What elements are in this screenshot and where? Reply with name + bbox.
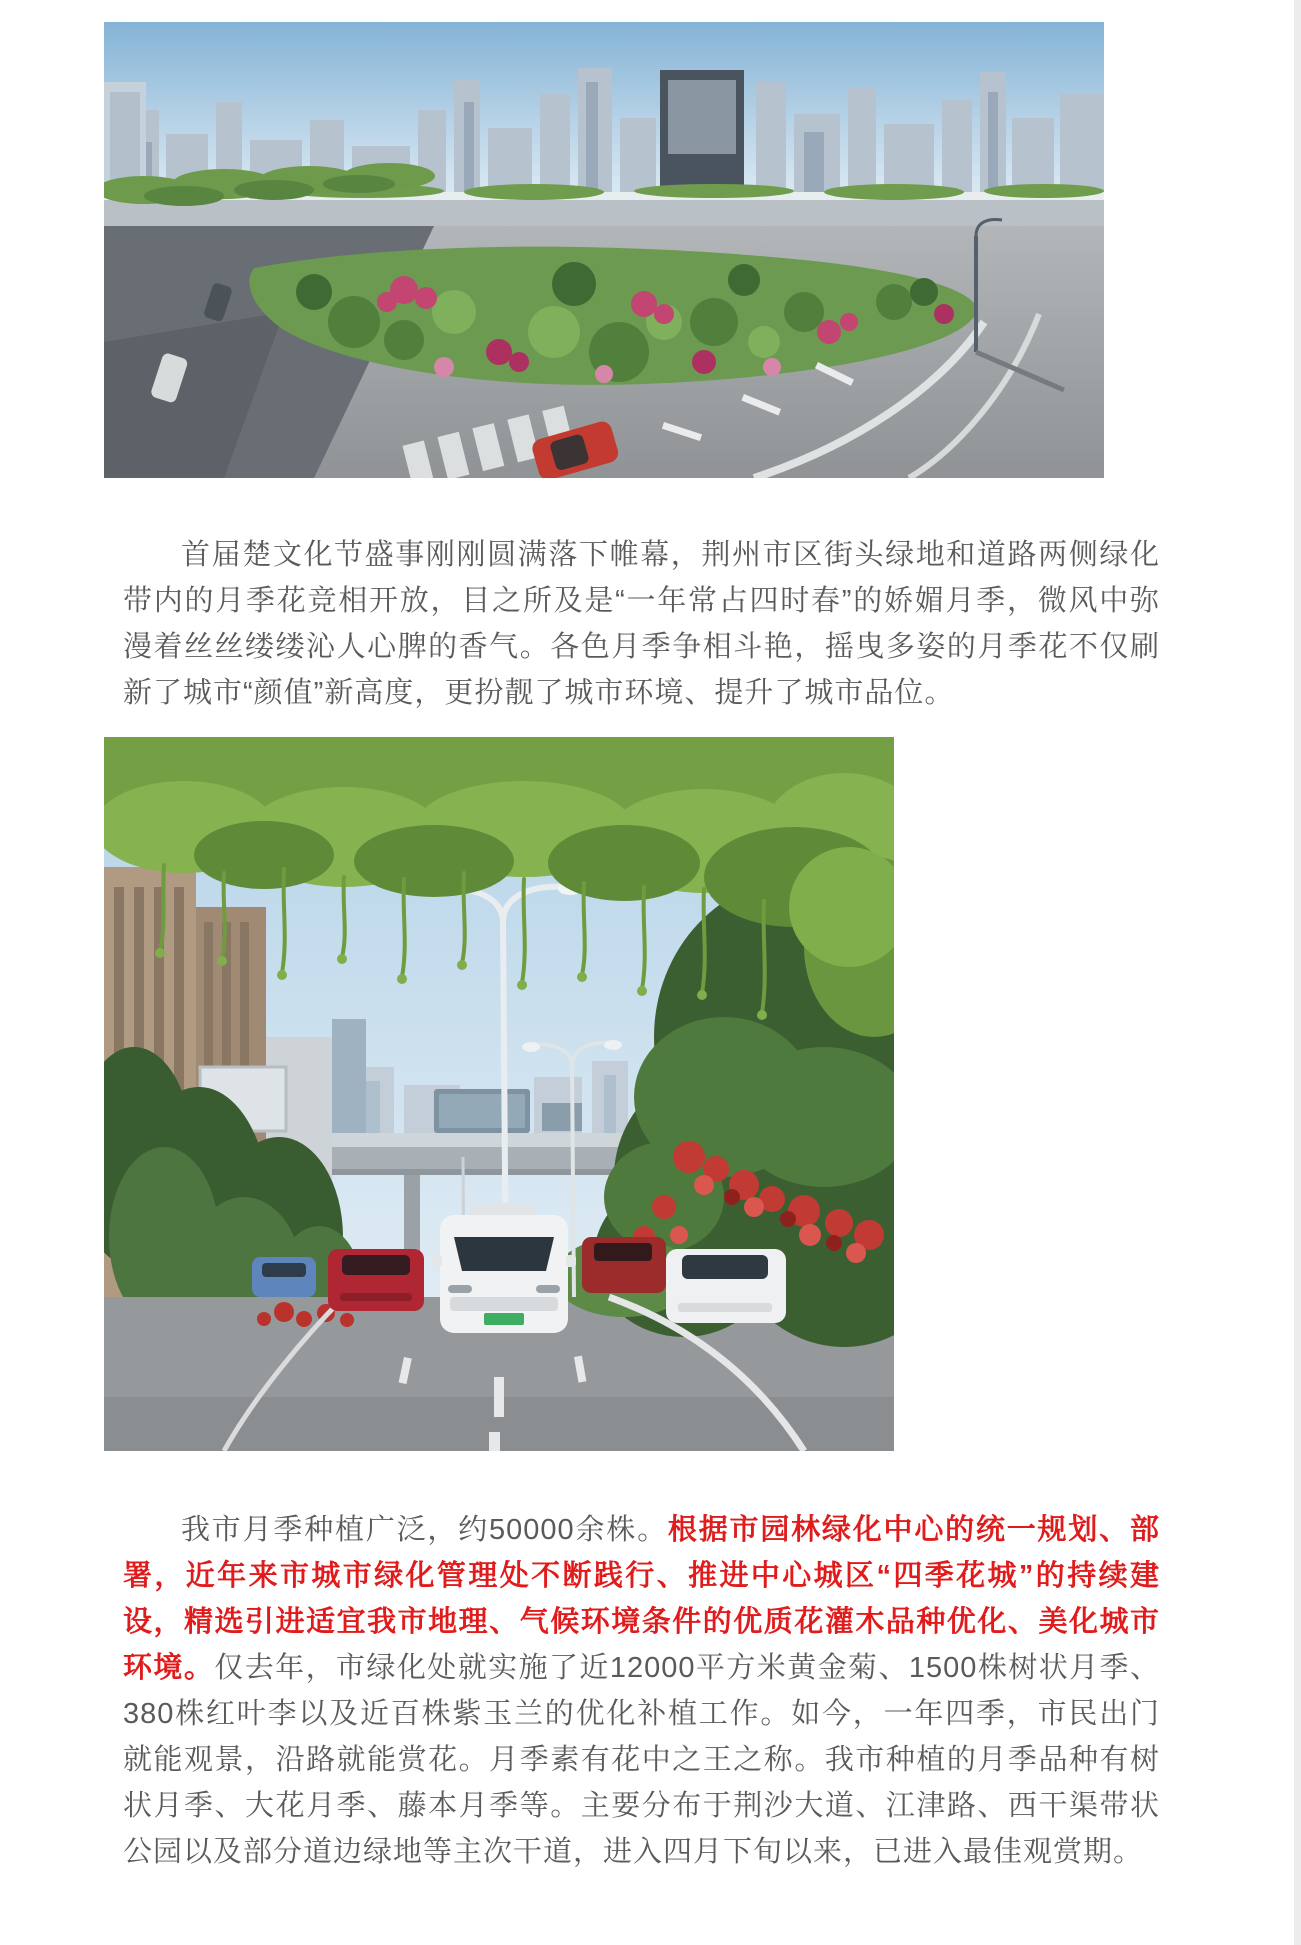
city-interchange-panorama-photo bbox=[104, 22, 1104, 478]
scrollbar-track[interactable] bbox=[1294, 0, 1301, 1945]
green-license-plate bbox=[484, 1313, 524, 1325]
street-roses-under-vine-bridge-photo bbox=[104, 737, 894, 1451]
paragraph-1-text: 首届楚文化节盛事刚刚圆满落下帷幕，荆州市区街头绿地和道路两侧绿化带内的月季花竞相开放，目之所及是“一年常占四时春”的娇媚月季，微风中弥漫着丝丝缕缕沁人心脾的香气。各色月季争相斗艳，摇曳多姿的月季花不仅刷新了城市“颜值”新高度，更扮靓了城市环境、提升了城市品位。 bbox=[123, 539, 1160, 709]
white-suv bbox=[432, 1203, 576, 1333]
paragraph-2-highlight: 根据市园林绿化中心的统一规划、部署，近年来市城市绿化管理处不断践行、推进中心城区“四季花城”的持续建设，精选引进适宜我市地理、气候环境条件的优质花灌木品种优化、美化城市环境。 bbox=[123, 1514, 1160, 1684]
tall-building bbox=[332, 1019, 366, 1149]
blue-car bbox=[252, 1257, 316, 1297]
city-interchange-panorama-art bbox=[104, 22, 1104, 478]
white-sedan bbox=[666, 1249, 786, 1323]
paragraph-2 bbox=[123, 1507, 1160, 1875]
paragraph-2-body: 仅去年，市绿化处就实施了近12000平方米黄金菊、1500株树状月季、380株红叶李以及近百株紫玉兰的优化补植工作。如今，一年四季，市民出门就能观景，沿路就能赏花。月季素有花中之王之称。我市种植的月季品种有树状月季、大花月季、藤本月季等。主要分布于荆沙大道、江津路、西干渠带状公园以及部分道边绿地等主次干道，进入四月下旬以来，已进入最佳观赏期。 bbox=[123, 1652, 1160, 1868]
street-roses-art bbox=[104, 737, 894, 1451]
maroon-suv bbox=[582, 1237, 666, 1293]
paragraph-1 bbox=[123, 532, 1160, 716]
red-sedan bbox=[328, 1249, 424, 1311]
paragraph-2-intro: 我市月季种植广泛，约50000余株。 bbox=[181, 1514, 668, 1546]
